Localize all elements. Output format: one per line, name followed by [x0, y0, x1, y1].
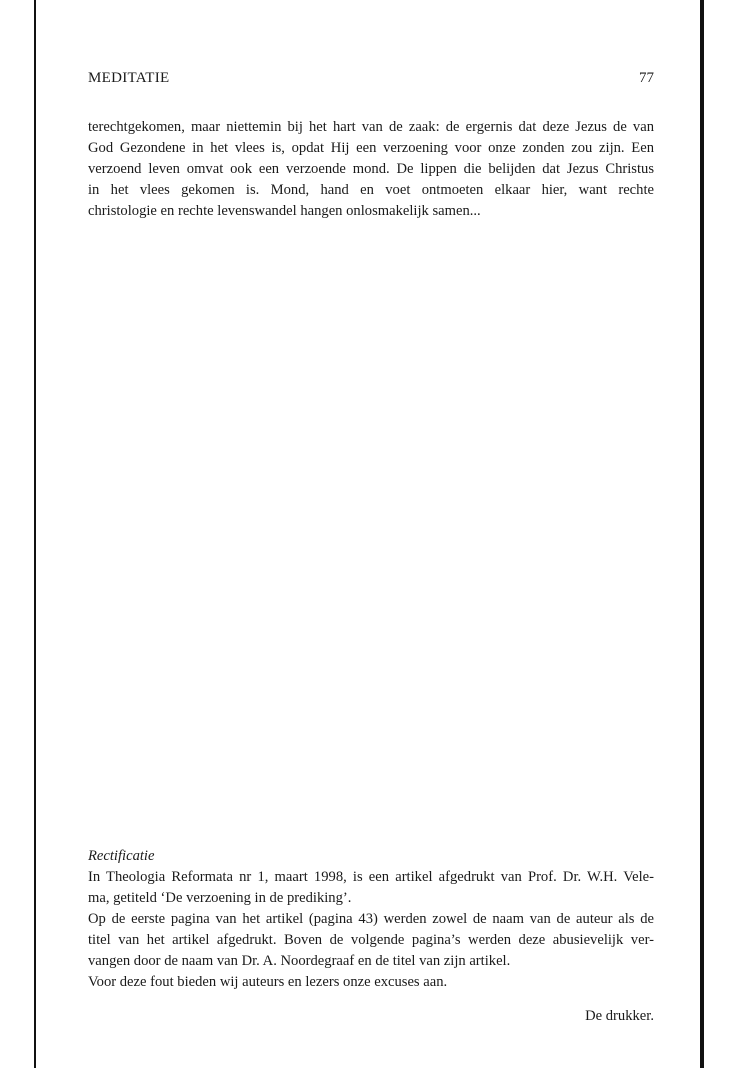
rectificatie-line: Op de eerste pagina van het artikel (pagina 43) werden zowel de naam van de auteur als de: [88, 911, 654, 927]
rectificatie-line: Voor deze fout bieden wij auteurs en lezers onze excuses aan.: [88, 974, 448, 990]
paragraph-line: terechtgekomen, maar niettemin bij het hart van de zaak: de ergernis dat deze Jezus de van: [88, 119, 654, 135]
rectificatie-line: vangen door de naam van Dr. A. Noordegraaf en de titel van zijn artikel.: [88, 953, 511, 969]
paragraph-line: God Gezondene in het vlees is, opdat Hij een verzoening voor onze zonden zou zijn. Een: [88, 140, 654, 156]
rectificatie-line: titel van het artikel afgedrukt. Boven de volgende pagina’s werden deze abusievelijk ver-: [88, 932, 654, 948]
running-head: [88, 70, 654, 92]
rectificatie-heading: Rectificatie: [88, 848, 155, 864]
right-page-edge: [700, 0, 704, 1068]
rectificatie-line: ma, getiteld ‘De verzoening in de prediking’.: [88, 890, 352, 906]
rectificatie-line: In Theologia Reformata nr 1, maart 1998, is een artikel afgedrukt van Prof. Dr. W.H. Vele-: [88, 869, 654, 885]
paragraph-line: christologie en rechte levenswandel hangen onlosmakelijk samen...: [88, 203, 481, 219]
paragraph-line: verzoend leven omvat ook een verzoende mond. De lippen die belijden dat Jezus Christus: [88, 161, 654, 177]
meditation-paragraph: [88, 117, 654, 222]
running-title: MEDITATIE: [88, 70, 170, 86]
signature: De drukker.: [585, 1008, 654, 1024]
left-page-edge: [34, 0, 36, 1068]
paragraph-line: in het vlees gekomen is. Mond, hand en voet ontmoeten elkaar hier, want rechte: [88, 182, 654, 198]
page-number: 77: [639, 70, 654, 86]
rectificatie-section: [88, 846, 654, 1027]
